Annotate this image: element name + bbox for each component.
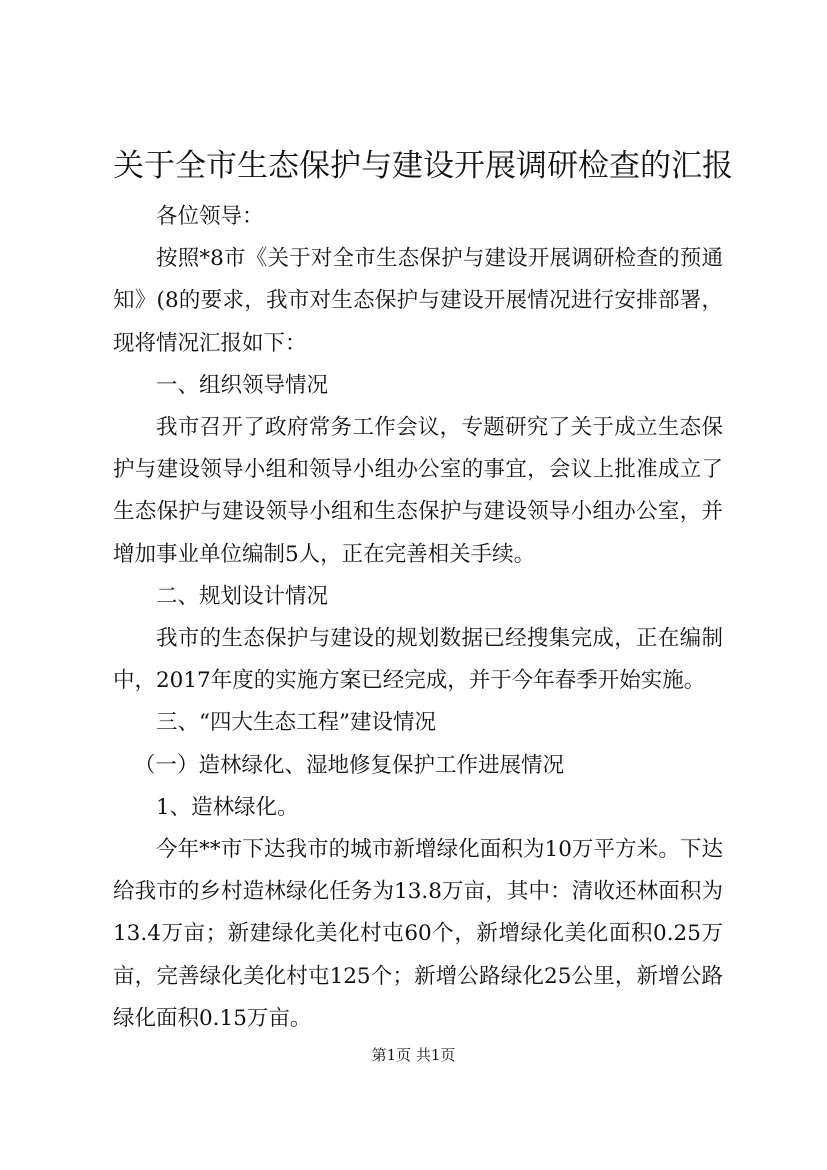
document-body	[113, 196, 723, 1040]
section-1-heading: 一、组织领导情况	[156, 372, 329, 398]
intro-paragraph: 按照*8市《关于对全市生态保护与建设开展调研检查的预通知》(8的要求，我市对生态保护与建设开展情况进行安排部署，现将情况汇报如下：	[113, 246, 723, 356]
section-2-heading: 二、规划设计情况	[156, 583, 329, 609]
section-3-item-1-paragraph: 今年**市下达我市的城市新增绿化面积为10万平方米。下达给我市的乡村造林绿化任务为13.8万亩，其中：清收还林面积为13.4万亩；新建绿化美化村屯60个，新增绿化美化面积0.25万亩，完善绿化美化村屯125个；新增公路绿化25公里，新增公路绿化面积0.15万亩。	[113, 837, 723, 1031]
section-3-subheading: （一）造林绿化、湿地修复保护工作进展情况	[134, 752, 565, 778]
document-title: 关于全市生态保护与建设开展调研检查的汇报	[113, 148, 733, 184]
section-2-paragraph: 我市的生态保护与建设的规划数据已经搜集完成，正在编制中，2017年度的实施方案已经完成，并于今年春季开始实施。	[113, 626, 723, 694]
section-1-paragraph: 我市召开了政府常务工作会议，专题研究了关于成立生态保护与建设领导小组和领导小组办公室的事宜，会议上批准成立了生态保护与建设领导小组和生态保护与建设领导小组办公室，并增加事业单位编制5人，正在完善相关手续。	[113, 415, 723, 567]
page-footer: 第1页 共1页	[371, 1046, 456, 1064]
section-3-heading: 三、“四大生态工程”建设情况	[156, 710, 436, 736]
salutation: 各位领导：	[156, 204, 264, 229]
section-3-item-1-heading: 1、造林绿化。	[156, 794, 299, 820]
